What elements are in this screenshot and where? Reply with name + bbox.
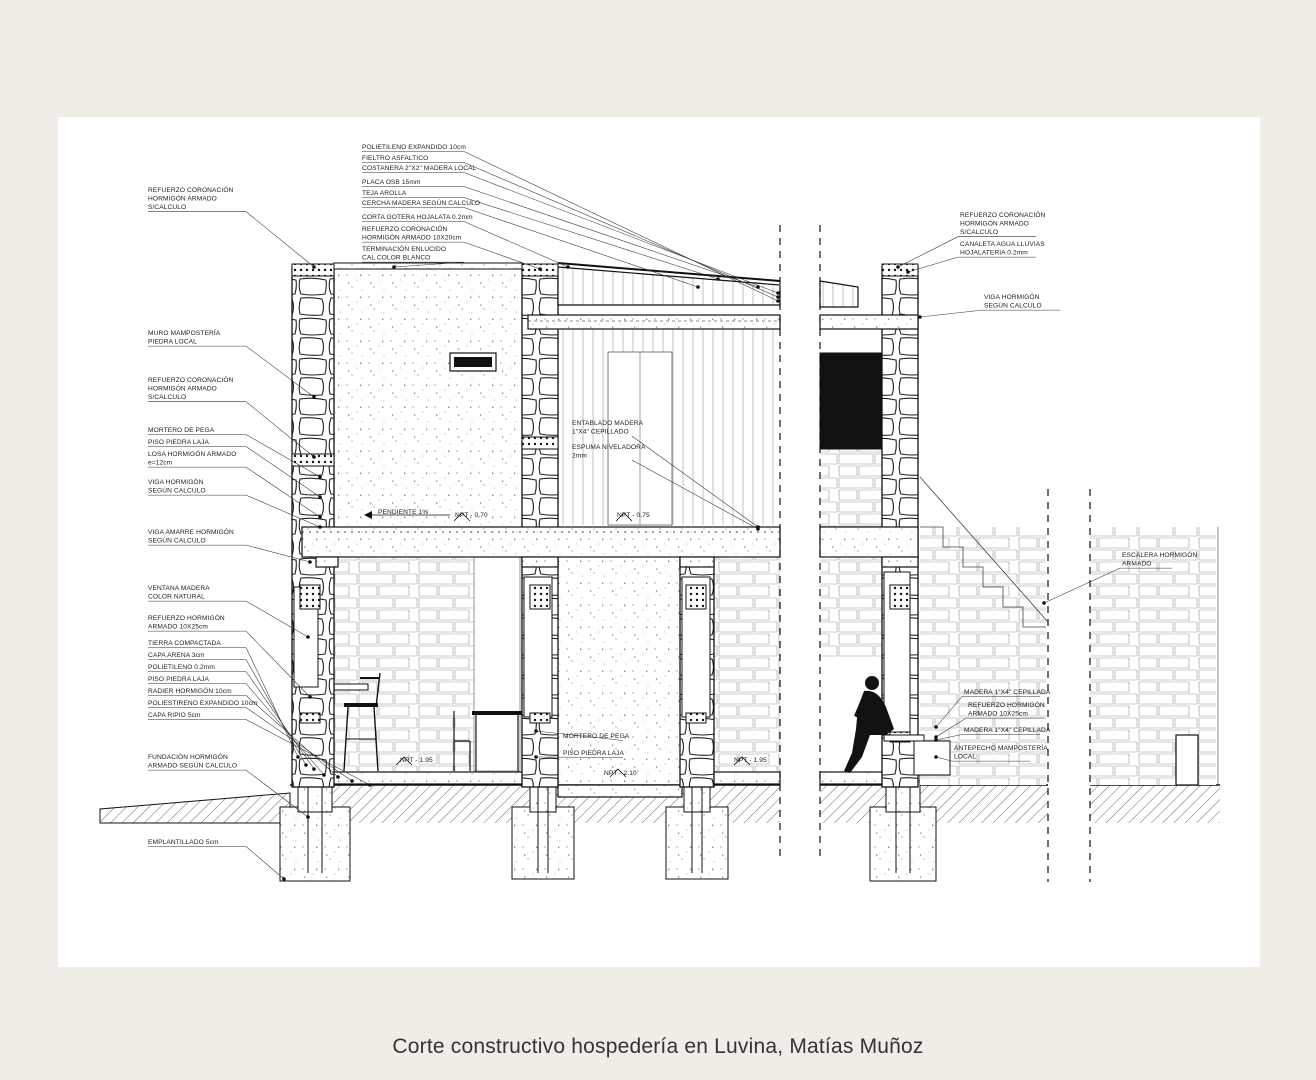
right-label-7: MADERA 1"X4" CEPILLADA [964,727,1051,734]
top-label-2: FIELTRO ASFALTICO [362,155,429,162]
top-leader-2-dot [776,295,780,299]
right-label-6: REFUERZO HORMIGÓN ARMADO 10X25cm [968,702,1045,718]
left-leader-13-dot [312,767,316,771]
slope-label: PENDIENTE 1% [378,509,429,516]
left-label-2: MURO MAMPOSTERÍA PIEDRA LOCAL [148,330,221,346]
left-label-19: EMPLANTILLADO 5cm [148,839,219,846]
left-leader-1-dot [312,265,316,269]
center-leader-4-dot [534,755,538,759]
top-label-5: TEJA AROLLA [362,190,407,197]
top-leader-3-dot [776,291,780,295]
top-leader-1-dot [776,299,780,303]
left-leader-8-dot [308,560,312,564]
left-leader-7-dot [318,525,322,529]
right-label-2: CANALETA AGUA LLUVIAS HOJALATERIA 0.2mm [960,241,1045,257]
left-label-18: FUNDACIÓN HORMIGÓN ARMADO SEGÚN CALCULO [148,754,238,770]
top-label-7: CORTA GOTERA HOJALATA 0.2mm [362,214,473,221]
left-label-6: LOSA HORMIGÓN ARMADO e=12cm [148,451,237,467]
right-leader-8-dot [934,755,938,759]
left-leader-15-dot [336,775,340,779]
top-label-8: REFUERZO CORONACIÓN HORMIGÓN ARMADO 10X20cm [362,226,462,242]
center-label-2: ESPUMA NIVELADORA 2mm [572,444,646,460]
center-label-1: ENTABLADO MADERA 1"X4" CEPILLADO [572,420,644,436]
drawing-sheet [58,117,1260,967]
center-label-4: PISO PIEDRA LAJA [563,750,624,757]
figure-caption: Corte constructivo hospedería en Luvina, Matías Muñoz [392,1035,924,1058]
level-mark-4: NPT - 2.10 [604,770,637,777]
right-leader-3-dot [918,315,922,319]
left-label-13: POLIETILENO 0.2mm [148,664,215,671]
center-leader-3-dot [534,729,538,733]
top-leader-6-dot [696,285,700,289]
left-leader-2-dot [312,395,316,399]
right-leader-4-dot [1042,601,1046,605]
left-leader-17-dot [368,783,372,787]
right-label-5: MADERA 1"X4" CEPILLADA [964,689,1051,696]
left-label-15: RADIER HORMIGÓN 10cm [148,688,232,695]
left-label-14: PISO PIEDRA LAJA [148,676,209,683]
right-leader-3 [920,310,1060,317]
top-label-9: TERMINACIÓN ENLUCIDO CAL COLOR BLANCO [362,246,447,262]
left-leader-19 [148,847,284,880]
right-label-8: ANTEPECHO MAMPOSTERÍA LOCAL [954,745,1048,761]
left-leader-6-dot [318,515,322,519]
left-leader-14-dot [322,773,326,777]
left-leader-4-dot [318,475,322,479]
left-label-4: MORTERO DE PEGA [148,427,215,434]
right-label-3: VIGA HORMIGÓN SEGÚN CALCULO [984,294,1042,310]
left-label-7: VIGA HORMIGÓN SEGÚN CALCULO [148,479,206,495]
left-label-9: VENTANA MADERA COLOR NATURAL [148,585,210,601]
left-label-16: POLIESTIRENO EXPANDIDO 10cm [148,700,258,707]
right-label-4: ESCALERA HORMIGÓN ARMADO [1122,552,1198,568]
left-leader-11-dot [296,755,300,759]
center-leader-2-dot [756,527,760,531]
left-label-8: VIGA AMARRE HORMIGÓN SEGÚN CALCULO [148,529,234,545]
left-label-11: TIERRA COMPACTADA [148,640,221,647]
left-label-17: CAPA RIPIO 5cm [148,712,201,719]
top-label-6: CERCHA MADERA SEGÚN CALCULO [362,200,481,207]
level-mark-5: NPT - 1.95 [734,757,767,764]
level-mark-3: NPT - 1.95 [400,757,433,764]
left-label-3: REFUERZO CORONACIÓN HORMIGÓN ARMADO S/CALCULO [148,377,234,402]
right-leader-7-dot [934,738,938,742]
interior-elevations [328,267,1218,785]
left-leader-12-dot [304,763,308,767]
top-leader-4-dot [756,285,760,289]
left-label-10: REFUERZO HORMIGÓN ARMADO 10X25cm [148,615,225,631]
center-label-3: MORTERO DE PEGA [563,733,630,740]
top-label-3: COSTANERA 2"X2" MADERA LOCAL [362,165,477,172]
left-leader-5-dot [318,495,322,499]
left-leader-1 [148,212,314,267]
top-label-1: POLIETILENO EXPANDIDO 10cm [362,144,466,151]
right-leader-1-dot [896,265,900,269]
top-leader-8-dot [538,267,542,271]
construction-section-drawing [58,117,1260,967]
left-leader-18-dot [306,815,310,819]
top-leader-7-dot [566,265,570,269]
level-mark-1: NPT - 0.70 [455,512,488,519]
right-leader-5-dot [934,725,938,729]
top-label-4: PLACA OSB 15mm [362,179,421,186]
left-leader-19-dot [282,877,286,881]
left-leader-8 [148,545,310,562]
left-leader-3-dot [312,455,316,459]
left-leader-16-dot [350,779,354,783]
left-label-1: REFUERZO CORONACIÓN HORMIGÓN ARMADO S/CALCULO [148,187,234,212]
right-leader-2-dot [906,270,910,274]
left-label-5: PISO PIEDRA LAJA [148,439,209,446]
left-leader-9-dot [306,635,310,639]
top-leader-9-dot [392,265,396,269]
level-mark-2: NPT - 0.75 [617,512,650,519]
left-leader-10-dot [308,695,312,699]
left-label-12: CAPA ARENA 3cm [148,652,205,659]
right-leader-2 [908,257,1036,272]
right-label-1: REFUERZO CORONACIÓN HORMIGÓN ARMADO S/CALCULO [960,212,1046,237]
top-leader-5-dot [716,277,720,281]
